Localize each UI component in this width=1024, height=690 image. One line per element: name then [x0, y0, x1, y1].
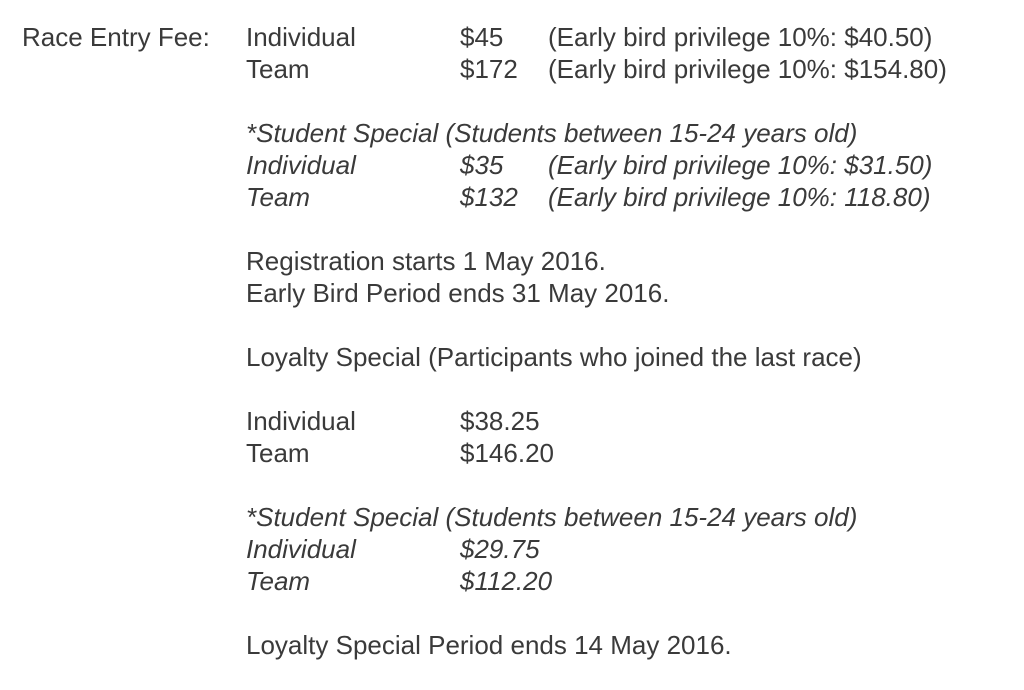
- category: Team: [246, 566, 311, 596]
- price: $38.25: [460, 406, 540, 436]
- early-bird-end: Early Bird Period ends 31 May 2016.: [246, 278, 670, 308]
- student-row-individual: [246, 149, 1006, 181]
- loyalty-special-heading: Loyalty Special (Participants who joined the last race): [246, 342, 862, 372]
- spacer: [246, 469, 1006, 501]
- loyalty-student-heading: *Student Special (Students between 15-24 years old): [246, 502, 858, 532]
- loyalty-row-individual: [246, 405, 1006, 437]
- category: Individual: [246, 406, 356, 436]
- loyalty-student-row-team: [246, 565, 1006, 597]
- standard-row-team: [246, 53, 1006, 85]
- price: $146.20: [460, 438, 554, 468]
- early-bird-note: (Early bird privilege 10%: $154.80): [548, 54, 947, 84]
- loyalty-student-row-individual: [246, 533, 1006, 565]
- student-special-heading: *Student Special (Students between 15-24 years old): [246, 118, 858, 148]
- spacer: [246, 597, 1006, 629]
- student-row-team: [246, 181, 1006, 213]
- price: $172: [460, 54, 518, 84]
- price: $112.20: [460, 566, 553, 596]
- spacer: [246, 85, 1006, 117]
- category: Team: [246, 182, 311, 212]
- early-bird-note: (Early bird privilege 10%: $40.50): [548, 22, 933, 52]
- race-entry-fee-label: Race Entry Fee:: [22, 22, 210, 52]
- category: Individual: [246, 534, 356, 564]
- early-bird-note: (Early bird privilege 10%: $31.50): [548, 150, 933, 180]
- category: Team: [246, 54, 310, 84]
- registration-start: Registration starts 1 May 2016.: [246, 246, 606, 276]
- price: $45: [460, 22, 504, 52]
- spacer: [246, 309, 1006, 341]
- category: Team: [246, 438, 310, 468]
- spacer: [246, 373, 1006, 405]
- price: $29.75: [460, 534, 540, 564]
- fee-content: [246, 21, 1006, 661]
- early-bird-note: (Early bird privilege 10%: 118.80): [548, 182, 931, 212]
- spacer: [246, 213, 1006, 245]
- category: Individual: [246, 150, 356, 180]
- loyalty-period-end: Loyalty Special Period ends 14 May 2016.: [246, 630, 732, 660]
- standard-row-individual: [246, 21, 1006, 53]
- price: $132: [460, 182, 518, 212]
- category: Individual: [246, 22, 356, 52]
- price: $35: [460, 150, 504, 180]
- loyalty-row-team: [246, 437, 1006, 469]
